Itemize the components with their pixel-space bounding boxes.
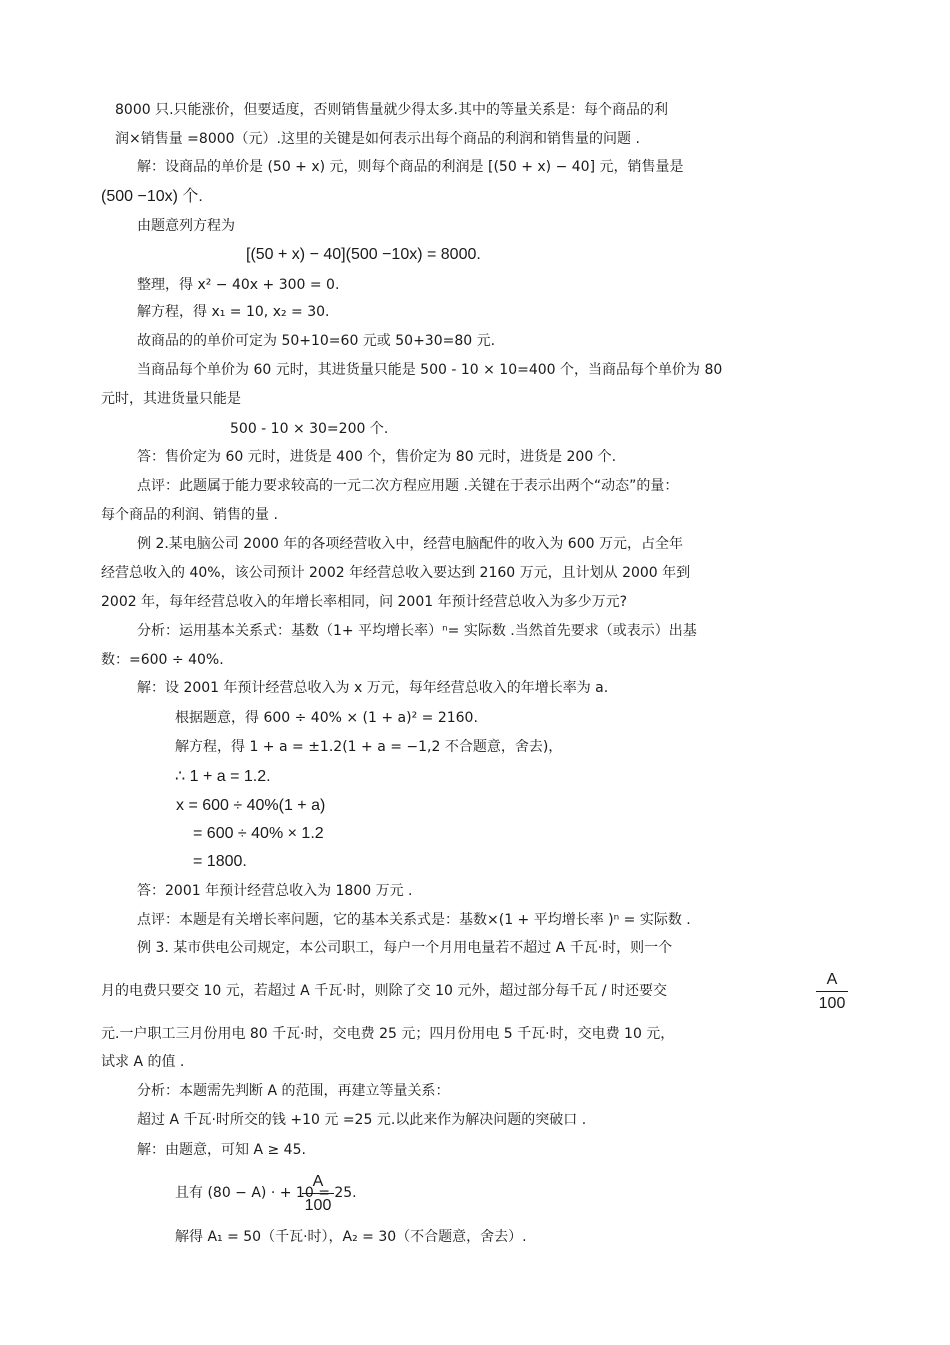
equation: [(50 + x) − 40](500 −10x) = 8000. [246, 246, 481, 263]
text-line: 解得 A₁ = 50（千瓦·时），A₂ = 30（不合题意，舍去）. [175, 1229, 527, 1245]
text-line: 当商品每个单价为 60 元时，其进货量只能是 500 - 10 × 10=400 个，当商品每个单价为 80 [137, 362, 723, 378]
text-line: 数：=600 ÷ 40%. [101, 652, 224, 668]
text-line: 元时，其进货量只能是 [101, 391, 241, 407]
text-line: 例 3. 某市供电公司规定，本公司职工，每户一个月用电量若不超过 A 千瓦·时，则一个 [137, 940, 673, 956]
text-line: 答：2001 年预计经营总收入为 1800 万元 . [137, 883, 413, 899]
text-line: 解：设 2001 年预计经营总收入为 x 万元，每年经营总收入的年增长率为 a. [137, 680, 609, 696]
text-line: 每个商品的利润、销售的量 . [101, 507, 278, 523]
text-line: 月的电费只要交 10 元，若超过 A 千瓦·时，则除了交 10 元外，超过部分每千瓦 / 时还要交 [101, 983, 667, 999]
fraction-numerator: A [312, 1173, 324, 1190]
text-line: 超过 A 千瓦·时所交的钱 +10 元 =25 元.以此来作为解决问题的突破口 . [137, 1112, 587, 1128]
text-line: 2002 年，每年经营总收入的年增长率相同，问 2001 年预计经营总收入为多少万元? [101, 594, 628, 610]
text-line: 分析：本题需先判断 A 的范围，再建立等量关系： [137, 1083, 450, 1099]
text-line: 解方程，得 1 + a = ±1.2(1 + a = −1,2 不合题意，舍去)， [175, 739, 563, 755]
text-line: 点评：此题属于能力要求较高的一元二次方程应用题 .关键在于表示出两个“动态”的量： [137, 478, 679, 494]
equation: = 1800. [193, 853, 247, 870]
text-line: 点评：本题是有关增长率问题，它的基本关系式是：基数×(1 + 平均增长率 )ⁿ = 实际数 . [137, 912, 691, 928]
text-line: 500 - 10 × 30=200 个. [230, 421, 389, 437]
text-line: (500 −10x) 个. [101, 188, 203, 205]
text-line: 解：由题意，可知 A ≥ 45. [137, 1142, 306, 1158]
equation: = 600 ÷ 40% × 1.2 [193, 825, 324, 842]
text-line: 且有 (80 − A) · + 10 = 25. [175, 1185, 357, 1201]
text-line: 根据题意，得 600 ÷ 40% × (1 + a)² = 2160. [175, 710, 478, 726]
text-line: 解方程，得 x₁ = 10, x₂ = 30. [137, 304, 330, 320]
equation: ∴ 1 + a = 1.2. [175, 768, 271, 785]
text-line: 答：售价定为 60 元时，进货是 400 个，售价定为 80 元时，进货是 200 个. [137, 449, 617, 465]
text-line: 润×销售量 =8000（元）.这里的关键是如何表示出每个商品的利润和销售量的问题 . [115, 131, 640, 147]
equation: x = 600 ÷ 40%(1 + a) [176, 797, 326, 814]
text-line: 由题意列方程为 [137, 218, 235, 234]
fraction-bar [816, 991, 848, 992]
text-line: 经营总收入的 40%，该公司预计 2002 年经营总收入要达到 2160 万元，且计划从 2000 年到 [101, 565, 691, 581]
fraction [302, 1172, 334, 1216]
text-line: 例 2.某电脑公司 2000 年的各项经营收入中，经营电脑配件的收入为 600 万元，占全年 [137, 536, 683, 552]
text-line: 试求 A 的值 . [101, 1054, 185, 1070]
text-line: 8000 只.只能涨价，但要适度，否则销售量就少得太多.其中的等量关系是：每个商品的利 [115, 102, 668, 118]
fraction [816, 970, 848, 1014]
text-line: 元.一户职工三月份用电 80 千瓦·时，交电费 25 元；四月份用电 5 千瓦·时，交电费 10 元， [101, 1026, 675, 1042]
text-line: 故商品的的单价可定为 50+10=60 元或 50+30=80 元. [137, 333, 496, 349]
fraction-bar [302, 1193, 334, 1194]
text-line: 分析：运用基本关系式：基数（1+ 平均增长率）ⁿ= 实际数 .当然首先要求（或表示）出基 [137, 623, 697, 639]
fraction-numerator: A [826, 971, 838, 988]
fraction-denominator: 100 [818, 995, 846, 1012]
text-line: 解：设商品的单价是 (50 + x) 元，则每个商品的利润是 [(50 + x) − 40] 元，销售量是 [137, 159, 684, 175]
fraction-denominator: 100 [304, 1197, 332, 1214]
text-line: 整理，得 x² − 40x + 300 = 0. [137, 277, 340, 293]
